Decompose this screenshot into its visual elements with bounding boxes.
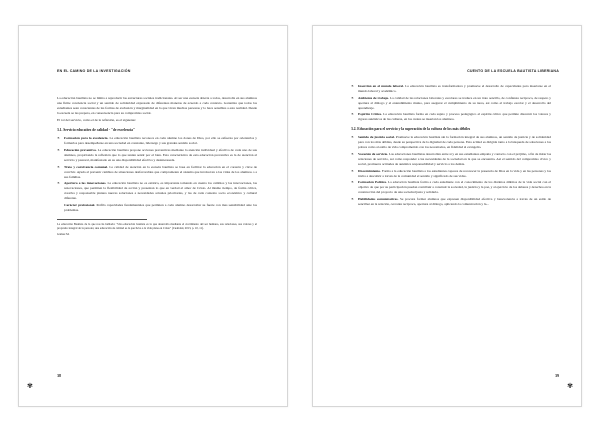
left-running-header: EN EL CAMINO DE LA INVESTIGACIÓN [57,69,131,73]
item-text: La educación bautlista reconoce en cada alumno los dones de Dios, por ello se esfuerza por orientarlos y formarlos para desempeñarse en una sociedad en constante, liderazgo y sus grandes sentido social. [64,136,257,146]
list-item [57,165,257,180]
bullet-icon: ❧ [351,135,354,140]
item-text: La educación bautlista forma a cada estudiante con el conocimiento de los distintos ámbitos de la vida social con el objetivo de que por su participación puedan contribuir a construir la sociedad, la justicia y la paz, y al ejercicio de los deberes y derechos en la construcción del proyecto de una sociedad justa y solidaria. [358,180,552,195]
item-title: Sentido de justicia social. [358,135,395,140]
bullet-icon: ❧ [351,84,354,88]
item-text: La calidad de las relaciones laborales y escolares se traduce en un trato sencillo, de confianza recíproca, de respeto y apertura al diálogo y el entendimiento mutuo, para asegurar el cumplimiento de su tarea, así como el trabajo escolar y el desarrollo del aprendizaje. [358,95,551,110]
intro-paragraph: La educación bautlista no se limita a reproducir las estructuras sociales tradicionales. Al ser una escuela abierta a todos, desarrolla en sus alumnos una firme conciencia social y un sentido de solidaridad expresado de diferentes maneras de acuerdo a cada contexto. Garantiza que todos los estudiantes sean conscientes de las formas de exclusión y marginalidad en la que viven muchas personas y lo hace sensibles a esta realidad. Desde la escuela se les prepara, en consecuencia para su compromiso social. [57,96,257,116]
list-item [351,84,551,94]
left-page [18,25,288,407]
item-title: Formación Política. [358,180,387,185]
bullet-icon: ❧ [57,147,60,152]
item-text: La educación bautlista propone acciones preventivas mediante la atención individual y afectiva de cada uno de sus alumnos, propiciando la reflexión que lo que tenían sentir por el bien. Esta característica de esta educación preventiva es la de atención al servicio y pastoral, manifestado en su una disponibilidad efectiva y desinteresada. [64,147,258,162]
list-item [351,135,551,150]
item-title: Vocación de servicio. [358,152,389,157]
item-title: Ambiente de trabajo. [358,95,390,100]
bullet-icon: ❧ [351,152,354,157]
item-title: Carácter profesional. [64,202,96,207]
list-item [57,203,257,213]
intro-paragraph: El rol del servicio, como el de la reflexión, es el siguiente: [57,118,136,123]
right-running-header: CUENTO DE LA ESCUELA BAUTISTA LIBERIANA [467,69,559,73]
item-text: La calidad de atención en la escuela bautlista se basa en facilitar la educación en el corazón y clave de convivir. Ayuda al prevenir cambios de situaciones desfavorables que comprometen el sistema que involucran a las vidas de los alumnos o a sus familias. [64,164,257,179]
list-item [351,152,551,167]
bullet-icon: ❧ [351,112,354,117]
list-item [57,181,257,201]
section-heading: 3.1. Servicio educativo de calidad - "de excelencia" [57,128,135,133]
list-item [351,112,551,122]
left-page-content [57,96,257,238]
ornament-icon: ✾ [567,382,573,390]
item-text: Se procura formar alumnos que expresen disponibilidad efectiva y benevolencia a través de un estilo de sencillez en la relación, cercanía recíproca, apertura al diálogo, aplicando la comunicación y la... [358,196,551,206]
right-page [312,25,582,407]
bullet-icon: ❧ [351,196,354,201]
item-title: Educación preventiva. [64,147,97,152]
item-text: Perfila capacidades fundamentales que permiten a cada alumno desarrollar su fuerte con mas sensibilidad ante los problemas. [64,202,257,212]
page-number: 39 [555,373,559,378]
list-item [351,96,551,111]
bullet-icon: ❧ [57,181,60,186]
list-item [351,180,551,195]
bullet-icon: ❧ [57,136,60,141]
item-title: Trato y convivencia comunal. [64,164,108,169]
list-item [57,148,257,163]
item-title: Espíritu Crítico. [358,112,383,117]
footnote-divider [57,219,147,220]
bullet-icon: ❧ [351,168,354,173]
right-page-content [351,84,551,208]
item-title: Discernimiento. [358,168,381,173]
bullet-icon [57,203,62,213]
ornament-icon: ✾ [27,382,33,390]
item-text: La educación bautlista forma en cada sujeto y proceso pedagógico el espíritu crítico que permite discernir los valores y rigores auténticos de las culturas, en los cuales se insertan los alumnos. [358,112,551,122]
list-item [351,197,551,207]
item-text: La educación bautlista no es estática, es importante tomando en cuenta los cambios y las innovaciones, las renovaciones, que permiten la flexibilidad de acción y presentan lo que en verdad el amor de Cristo. Al mismo tiempo, de forma crítica, creativa y responsable plantea nuevas soluciones a necesidades actuales prioritarias, y las de cada contexto socio económico y cultural diferente. [64,181,257,201]
bullet-icon: ❧ [351,180,354,185]
bullet-icon: ❧ [57,164,60,169]
section-heading: 3.2. Educación para el servicio y la superación de la cultura de los más débiles [351,127,471,132]
bullet-icon: ❧ [351,95,354,100]
list-item [57,136,257,146]
item-title: Inserción en el mundo laboral. [358,84,404,88]
footnote: La educación Bautista de la que nos ha hablado: "Una educación bautista es la que desarrolla mediante el crecimiento del ser humano, sus relaciones, sus valores y el propósito integral de la persona; una educación de calidad es la que lleva a la vida plena en Cristo" (Cualidad, 2013, p. 10, 11). [57,221,257,231]
item-title: Formación para la excelencia. [64,136,109,141]
item-text: Las educaciones bautlistas desarrollan entre sí y en sus estudiantes empatía y contacto con el prójimo, a fin de mirar las relaciones de servicio, así como responder a las necesidades de la sociedad en la que se encuentra. Así el sentido del compromiso cívico y social, promueve actitudes de auténtica responsabilidad y servicio a los demás. [358,152,552,167]
item-title: Habilidades comunicativas. [358,196,399,201]
item-text: Promueve la educación bautlista sin la formación integral de sus alumnos, un sentido de justicia y de solidaridad para con los más débiles, desde su perspectiva de la dignidad de cada persona. Esta actitud es dirigida tanto a la búsqueda de soluciones a los pobres como al estilo de vida comprometido con los necesitados, en fidelidad al evangelio. [358,135,552,150]
item-text: Forma a la educación bautlista a los estudiantes capaces de reconocer la presencia de Dios en la vida y en las personas y los invita a descubrir a través de la comunidad el sentido y significado de sus vidas. [358,168,551,178]
item-text: La educación bautlista es transformadora y promueve el desarrollo de capacidades para insertarse en el mundo laboral y académico. [358,84,551,94]
page-number: 38 [57,373,61,378]
item-title: Apertura a las innovaciones. [64,181,107,186]
list-item [351,169,551,179]
footnote: Gómez M. [57,232,70,237]
